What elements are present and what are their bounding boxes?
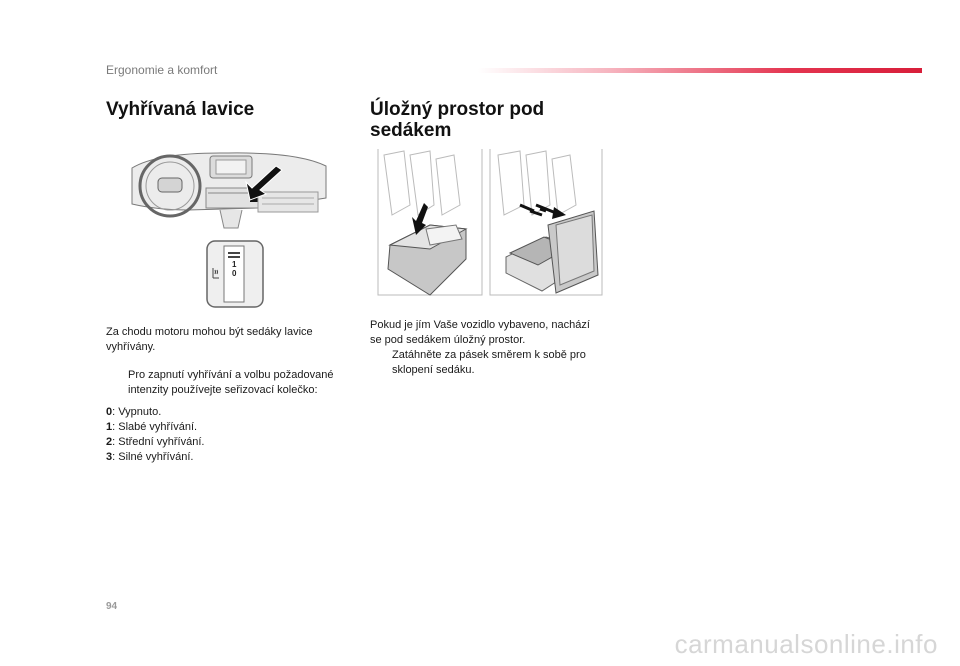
storage-intro: Pokud je jím Vaše vozidlo vybaveno, nachází se pod sedákem úložný prostor. [370, 319, 590, 346]
level-key: 0 [106, 406, 113, 418]
heating-dial-illustration [206, 240, 264, 308]
header-accent-bar [478, 68, 922, 73]
level-desc: : Silné vyhřívání. [112, 451, 194, 463]
level-key: 1 [106, 421, 113, 433]
level-key: 3 [106, 451, 113, 463]
heating-levels-list [106, 405, 336, 465]
section-label: Ergonomie a komfort [106, 63, 218, 77]
storage-bullet [370, 348, 610, 378]
dial-label-1: 1 [232, 260, 237, 269]
list-item [106, 420, 336, 435]
storage-title: Úložný prostor pod sedákem [370, 99, 545, 141]
level-desc: : Vypnuto. [112, 406, 162, 418]
heated-bench-intro: Za chodu motoru mohou být sedáky lavice vyhřívány. [106, 326, 313, 353]
watermark: carmanualsonline.info [674, 629, 938, 659]
dashboard-illustration [128, 148, 330, 230]
list-item [106, 450, 336, 465]
storage-bullet-text: Zatáhněte za pásek směrem k sobě pro sklopení sedáku. [392, 349, 586, 376]
heated-bench-title: Vyhřívaná lavice [106, 99, 255, 120]
list-item [106, 435, 336, 450]
bullet-mark [106, 368, 128, 398]
bullet-mark [370, 348, 392, 378]
list-item [106, 405, 336, 420]
dial-label-0: 0 [232, 269, 237, 278]
level-desc: : Slabé vyhřívání. [112, 421, 198, 433]
level-desc: : Střední vyhřívání. [112, 436, 205, 448]
page-number: 94 [106, 601, 118, 612]
seat-storage-illustration [370, 145, 604, 305]
heated-bench-bullet [106, 368, 346, 398]
heated-bench-bullet-text: Pro zapnutí vyhřívání a volbu požadované intenzity používejte seřizovací kolečko: [128, 369, 334, 396]
level-key: 2 [106, 436, 113, 448]
